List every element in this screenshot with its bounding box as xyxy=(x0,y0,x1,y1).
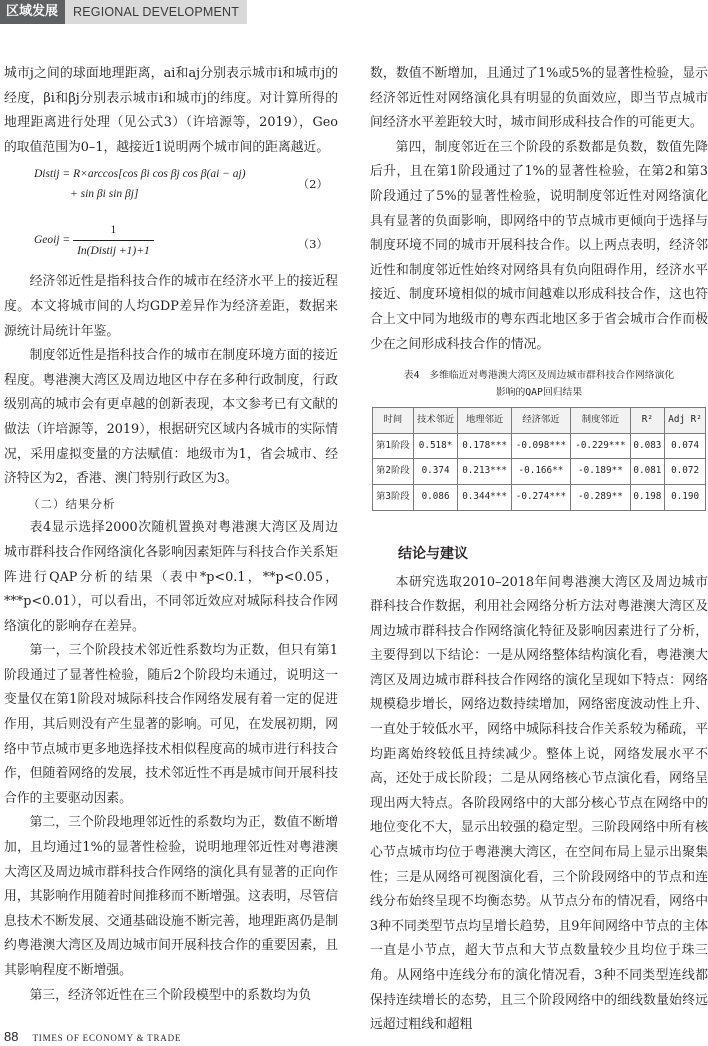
table-cell: -0.289** xyxy=(571,484,630,510)
table-cell: 0.518* xyxy=(413,433,458,459)
equation-3-lhs: Geoij = xyxy=(34,234,71,247)
subheading: （二）结果分析 xyxy=(28,496,116,511)
table-cell: 0.083 xyxy=(630,433,665,459)
equation-3 xyxy=(4,216,338,270)
section-header xyxy=(0,0,300,24)
table-cell: 0.178*** xyxy=(458,433,511,459)
paragraph: 城市j之间的球面地理距离，ai和aj分别表示城市i和城市j的经度，βi和βj分别表示城市i和城市j的纬度。对计算所得的地理距离进行处理（见公式3）（许培源等，2019），Geo的取值范围为0–1，越接近1说明两个城市间的距离越近。 xyxy=(4,66,338,155)
equation-2 xyxy=(4,164,338,212)
right-column xyxy=(370,62,708,1038)
section-title-english: REGIONAL DEVELOPMENT xyxy=(65,0,247,24)
fraction-denominator: In(Distij +1)+1 xyxy=(77,245,150,258)
table-header-cell: 经济邻近 xyxy=(511,408,570,434)
table-cell: 0.086 xyxy=(413,484,458,510)
qap-table xyxy=(372,407,706,510)
journal-name: TIMES OF ECONOMY & TRADE xyxy=(32,1033,182,1043)
table-caption: 表4 多维临近对粤港澳大湾区及周边城市群科技合作网络演化 影响的QAP回归结果 xyxy=(403,370,675,399)
equation-2-line2: + sin βi sin βj] xyxy=(70,188,139,201)
table-header-row xyxy=(373,408,706,434)
table-cell: -0.189** xyxy=(571,459,630,485)
table-cell: -0.166** xyxy=(511,459,570,485)
table-header-cell: R² xyxy=(630,408,665,434)
table-header-cell: 技术邻近 xyxy=(413,408,458,434)
table-cell: 第3阶段 xyxy=(373,484,414,510)
table-row xyxy=(373,484,706,510)
table-cell: 0.074 xyxy=(665,433,706,459)
equation-number: （3） xyxy=(297,237,328,252)
section-title: 区域发展 xyxy=(0,0,65,24)
table-cell: 0.344*** xyxy=(458,484,511,510)
equation-2-line1: Distij = R×arccos[cos βi cos βj cos β(ai − aj) xyxy=(34,168,246,181)
paragraph: 第四，制度邻近在三个阶段的系数都是负数，数值先降后升，且在第1阶段通过了1%的显著性检验，在第2和第3阶段通过了5%的显著性检验，说明制度邻近性对网络演化具有显著的负面影响，即网络中的节点城市更倾向于选择与制度环境不同的城市开展科技合作。以上两点表明，经济邻近性和制度邻近性始终对网络具有负向阻碍作用，经济水平接近、制度环境相似的城市间越难以形成科技合作，这也符合上文中同为地级市的粤东西北地区多于省会城市合作而极少在之间形成科技合作的情况。 xyxy=(370,139,708,352)
section-heading: 结论与建议 xyxy=(398,545,468,562)
table-cell: 0.213*** xyxy=(458,459,511,485)
table-cell: -0.274*** xyxy=(511,484,570,510)
paragraph: 第一，三个阶段技术邻近性系数均为正数，但只有第1阶段通过了显著性检验，随后2个阶段均未通过，说明这一变量仅在第1阶段对城际科技合作网络发展有着一定的促进作用，其后则没有产生显著的影响。可见，在发展初期，网络中节点城市更多地选择技术相似程度高的城市进行科技合作，但随着网络的发展，技术邻近性不再是城市间开展科技合作的主要驱动因素。 xyxy=(4,643,338,806)
page-footer xyxy=(4,1029,181,1044)
table-header-cell: Adj R² xyxy=(665,408,706,434)
page-number: 88 xyxy=(4,1029,19,1044)
table-header-cell: 地理邻近 xyxy=(458,408,511,434)
paragraph: 表4显示选择2000次随机置换对粤港澳大湾区及周边城市群科技合作网络演化各影响因素矩阵与科技合作关系矩阵进行QAP分析的结果（表中*p<0.1，**p<0.05，***p<0.01），可以看出，不同邻近效应对城际科技合作网络演化的影响存在差异。 xyxy=(4,520,338,634)
paragraph: 经济邻近性是指科技合作的城市在经济水平上的接近程度。本文将城市间的人均GDP差异作为经济差距，数据来源统计局统计年鉴。 xyxy=(4,274,338,339)
table-cell: 第2阶段 xyxy=(373,459,414,485)
table-cell: -0.098*** xyxy=(511,433,570,459)
paragraph: 本研究选取2010–2018年间粤港澳大湾区及周边城市群科技合作数据，利用社会网络分析方法对粤港澳大湾区及周边城市群科技合作网络演化特征及影响因素进行了分析，主要得到以下结论：一是从网络整体结构演化看，粤港澳大湾区及周边城市群科技合作网络的演化呈现如下特点：网络规模稳步增长，网络边数持续增加，网络密度波动性上升、一直处于较低水平，网络中城际科技合作关系较为稀疏，平均距离始终较低且持续减少。整体上说，网络发展水平不高，还处于成长阶段；二是从网络核心节点演化看，网络呈现出两大特点。各阶段网络中的大部分核心节点在网络中的地位变化不大，显示出较强的稳定型。三阶段网络中所有核心节点城市均位于粤港澳大湾区，在空间布局上显示出聚集性；三是从网络可视图演化看，三个阶段网络中的节点和连线分布始终呈现不均衡态势。从节点分布的情况看，网络中3种不同类型节点均呈增长趋势，且9年间网络中节点的主体一直是小节点，超大节点和大节点数量较少且均位于珠三角。从网络中连线分布的演化情况看，3种不同类型连线都保持连续增长的态势，且三个阶段网络中的细线数量始终远远超过粗线和超粗 xyxy=(370,574,708,1033)
table-row xyxy=(373,459,706,485)
paragraph: 第二，三个阶段地理邻近性的系数均为正，数值不断增加，且均通过1%的显著性检验，说明地理邻近性对粤港澳大湾区及周边城市群科技合作网络的演化具有显著的正向作用，其影响作用随着时间推移而不断增强。这表明，尽管信息技术不断发展、交通基础设施不断完善，地理距离仍是制约粤港澳大湾区及周边城市间开展科技合作的重要因素，且其影响程度不断增强。 xyxy=(4,815,338,978)
paragraph: 制度邻近性是指科技合作的城市在制度环境方面的接近程度。粤港澳大湾区及周边地区中存在多种行政制度，行政级别高的城市会有更卓越的创新表现，本文参考已有文献的做法（许培源等，2019），根据研究区域内各城市的实际情况，采用虚拟变量的方法赋值：地级市为1，省会城市、经济特区为2，香港、澳门特别行政区为3。 xyxy=(4,348,338,487)
table-cell: 0.072 xyxy=(665,459,706,485)
equation-3-fraction xyxy=(73,220,154,261)
left-column xyxy=(4,62,338,1008)
table-cell: 0.374 xyxy=(413,459,458,485)
equation-number: （2） xyxy=(297,177,328,192)
table-header-cell: 制度邻近 xyxy=(571,408,630,434)
table-cell: 0.081 xyxy=(630,459,665,485)
table-cell: 第1阶段 xyxy=(373,433,414,459)
fraction-numerator: 1 xyxy=(73,220,154,241)
paragraph: 数，数值不断增加，且通过了1%或5%的显著性检验，显示经济邻近性对网络演化具有明显的负面效应，即当节点城市间经济水平差距较大时，城市间形成科技合作的可能更大。 xyxy=(370,66,708,131)
table-header-cell: 时间 xyxy=(373,408,414,434)
table-row xyxy=(373,433,706,459)
table-cell: 0.190 xyxy=(665,484,706,510)
paragraph: 第三，经济邻近性在三个阶段模型中的系数均为负 xyxy=(29,987,312,1003)
table-cell: -0.229*** xyxy=(571,433,630,459)
table-cell: 0.198 xyxy=(630,484,665,510)
